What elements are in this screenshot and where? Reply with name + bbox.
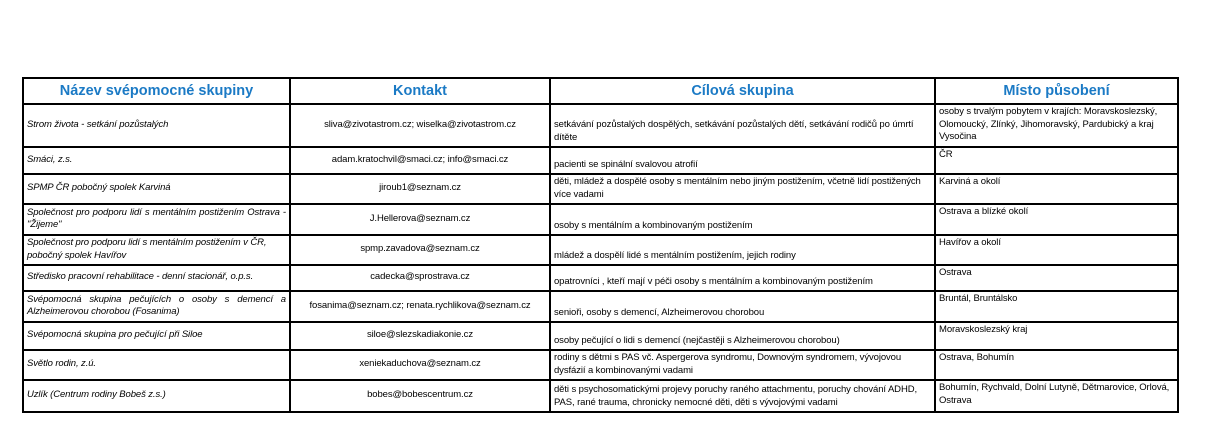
contact-cell: siloe@slezskadiakonie.cz (290, 322, 550, 350)
area-cell: ČR (935, 147, 1178, 174)
table-row (23, 265, 1178, 291)
contact-cell: J.Hellerova@seznam.cz (290, 204, 550, 235)
group-name-cell: Strom života - setkání pozůstalých (23, 104, 290, 147)
group-name-cell: Světlo rodin, z.ú. (23, 350, 290, 380)
area-cell: Ostrava a blízké okolí (935, 204, 1178, 235)
table-row (23, 174, 1178, 204)
group-name-cell: Společnost pro podporu lidí s mentálním postižením v ČR, pobočný spolek Havířov (23, 235, 290, 265)
contact-cell: jiroub1@seznam.cz (290, 174, 550, 204)
target-group-cell: děti s psychosomatickými projevy poruchy raného attachmentu, poruchy chování ADHD, PAS, rané trauma, chronicky nemocné děti, děti s vývojovými vadami (550, 380, 935, 412)
target-group-cell: mládež a dospělí lidé s mentálním postižením, jejich rodiny (550, 235, 935, 265)
group-name-cell: Středisko pracovní rehabilitace - denní stacionář, o.p.s. (23, 265, 290, 291)
target-group-cell: pacienti se spinální svalovou atrofií (550, 147, 935, 174)
table-row (23, 204, 1178, 235)
table-row (23, 322, 1178, 350)
contact-cell: bobes@bobescentrum.cz (290, 380, 550, 412)
contact-cell: fosanima@seznam.cz; renata.rychlikova@seznam.cz (290, 291, 550, 322)
contact-cell: spmp.zavadova@seznam.cz (290, 235, 550, 265)
group-name-cell: Smáci, z.s. (23, 147, 290, 174)
area-cell: Ostrava (935, 265, 1178, 291)
table-row (23, 235, 1178, 265)
target-group-cell: děti, mládež a dospělé osoby s mentálním nebo jiným postižením, včetně lidí postižených více vadami (550, 174, 935, 204)
group-name-cell: Svépomocná skupina pečujících o osoby s demencí a Alzheimerovou chorobou (Fosanima) (23, 291, 290, 322)
column-header-contact: Kontakt (290, 78, 550, 104)
table-body (23, 104, 1178, 412)
self-help-groups-table (22, 77, 1179, 413)
target-group-cell: opatrovníci , kteří mají v péči osoby s mentálním a kombinovaným postižením (550, 265, 935, 291)
column-header-area: Místo působení (935, 78, 1178, 104)
group-name-cell: Uzlík (Centrum rodiny Bobeš z.s.) (23, 380, 290, 412)
area-cell: Karviná a okolí (935, 174, 1178, 204)
area-cell: Moravskoslezský kraj (935, 322, 1178, 350)
area-cell: osoby s trvalým pobytem v krajích: Moravskoslezský, Olomoucký, Zlínký, Jihomoravský, Pardubický a kraj Vysočina (935, 104, 1178, 147)
target-group-cell: osoby s mentálním a kombinovaným postižením (550, 204, 935, 235)
target-group-cell: senioři, osoby s demencí, Alzheimerovou chorobou (550, 291, 935, 322)
contact-cell: xeniekaduchova@seznam.cz (290, 350, 550, 380)
table-row (23, 350, 1178, 380)
area-cell: Bohumín, Rychvald, Dolní Lutyně, Dětmarovice, Orlová, Ostrava (935, 380, 1178, 412)
area-cell: Ostrava, Bohumín (935, 350, 1178, 380)
table-row (23, 147, 1178, 174)
area-cell: Bruntál, Bruntálsko (935, 291, 1178, 322)
column-header-group-name: Název svépomocné skupiny (23, 78, 290, 104)
target-group-cell: setkávání pozůstalých dospělých, setkávání pozůstalých dětí, setkávání rodičů po úmrtí dítěte (550, 104, 935, 147)
table-header-row (23, 78, 1178, 104)
contact-cell: cadecka@sprostrava.cz (290, 265, 550, 291)
area-cell: Havířov a okolí (935, 235, 1178, 265)
group-name-cell: Společnost pro podporu lidí s mentálním postižením Ostrava - "Žijeme" (23, 204, 290, 235)
target-group-cell: osoby pečující o lidi s demencí (nejčastěji s Alzheimerovou chorobou) (550, 322, 935, 350)
group-name-cell: Svépomocná skupina pro pečující při Siloe (23, 322, 290, 350)
table-row (23, 104, 1178, 147)
contact-cell: adam.kratochvil@smaci.cz; info@smaci.cz (290, 147, 550, 174)
group-name-cell: SPMP ČR pobočný spolek Karviná (23, 174, 290, 204)
table-row (23, 380, 1178, 412)
contact-cell: sliva@zivotastrom.cz; wiselka@zivotastrom.cz (290, 104, 550, 147)
table-row (23, 291, 1178, 322)
target-group-cell: rodiny s dětmi s PAS vč. Aspergerova syndromu, Downovým syndromem, vývojovou dysfázií a kombinovanými vadami (550, 350, 935, 380)
column-header-target-group: Cílová skupina (550, 78, 935, 104)
